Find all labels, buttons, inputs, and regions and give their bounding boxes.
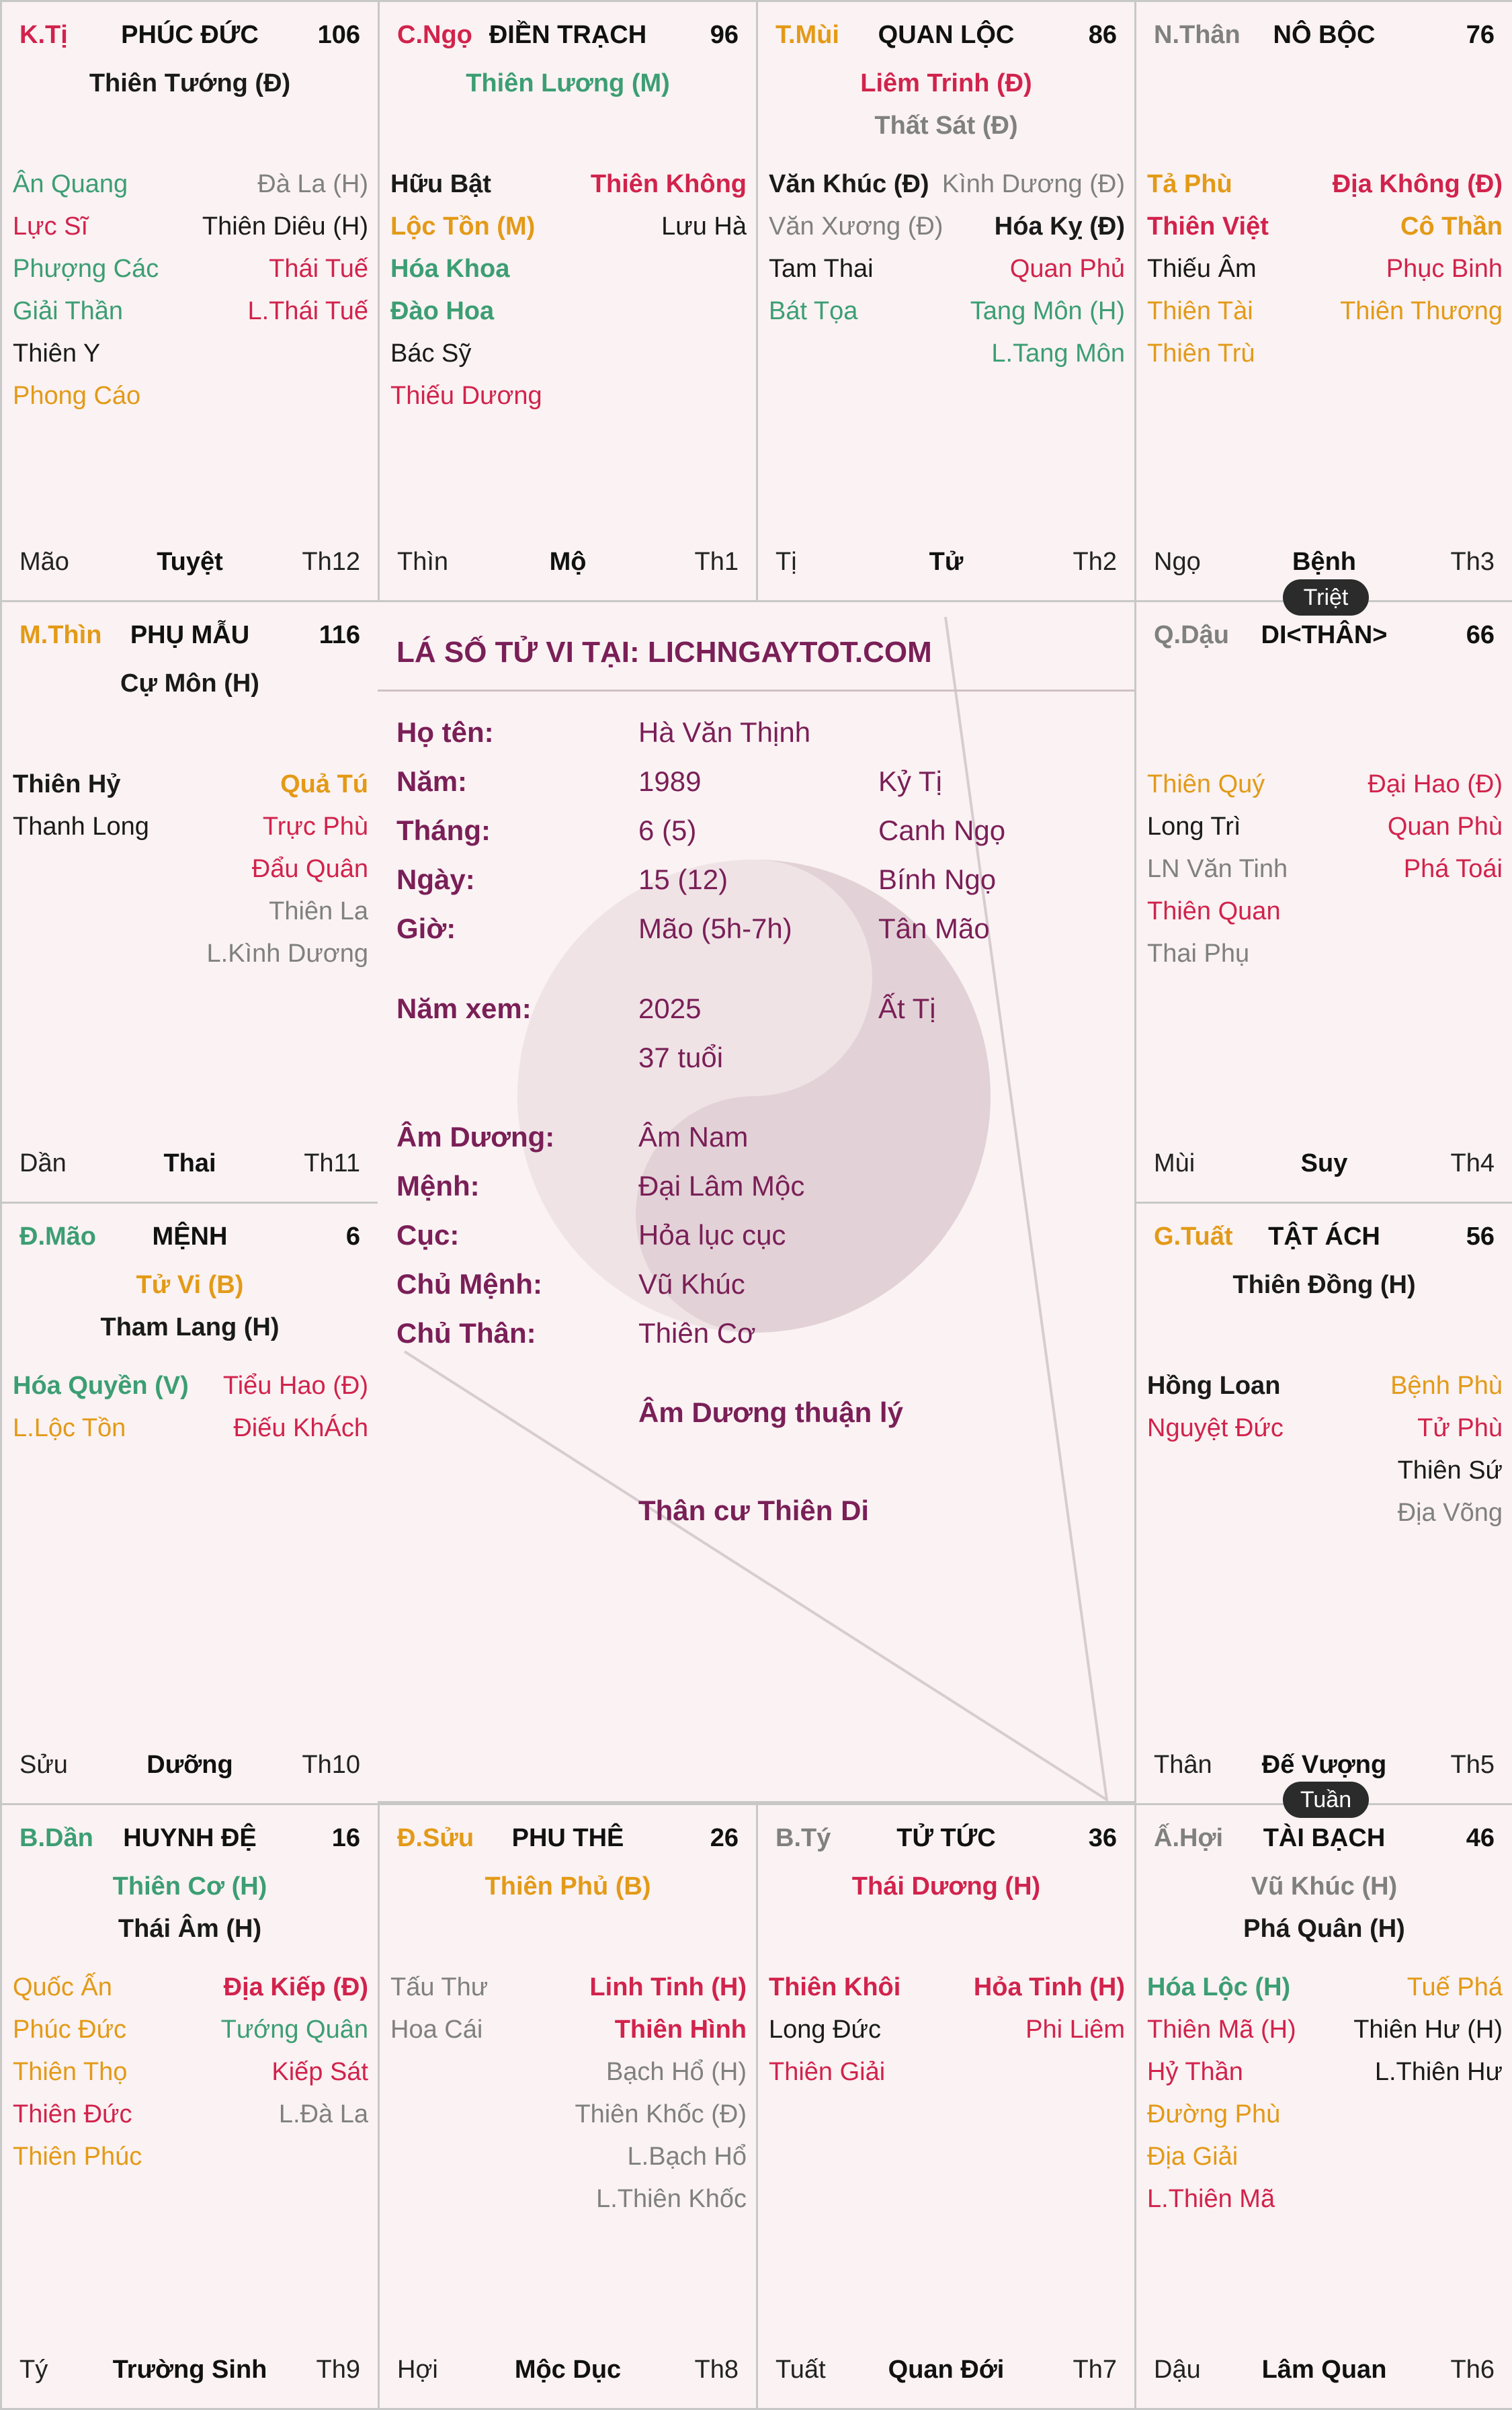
palace-name: QUAN LỘC (878, 21, 1015, 49)
palace-earthly-branch: Tuất (775, 2356, 826, 2384)
palace-number: Th1 (694, 548, 739, 576)
palace-branch: Ấ.Hợi (1154, 1824, 1224, 1852)
minor-stars-left (13, 763, 149, 848)
info-can-chi: Canh Ngọ (878, 815, 1006, 846)
title-divider (378, 690, 1134, 692)
major-stars (2, 663, 378, 705)
minor-star: Hóa Quyền (V) (13, 1372, 189, 1400)
palace-life-stage: Dưỡng (146, 1751, 233, 1779)
palace-di-thân-[interactable] (1134, 600, 1512, 1204)
palace-earthly-branch: Mão (19, 548, 69, 576)
palace-life-stage: Bệnh (1292, 548, 1356, 576)
minor-star: Tuế Phá (1406, 1973, 1503, 2001)
palace-footer (1136, 548, 1512, 581)
palace-name: PHỤ MẪU (130, 621, 250, 649)
palace-mệnh[interactable] (0, 1202, 380, 1805)
major-star: Cự Môn (H) (120, 669, 259, 698)
minor-star: Thiên Hình (614, 2016, 747, 2044)
palace-footer (1136, 2356, 1512, 2389)
palace-footer (380, 548, 756, 581)
palace-header (2, 1824, 378, 1858)
minor-star: Đà La (H) (257, 170, 368, 198)
minor-star: Thiếu Dương (390, 382, 542, 410)
minor-star: Địa Võng (1397, 1499, 1503, 1527)
palace-life-stage: Đế Vượng (1261, 1751, 1387, 1779)
palace-age: 76 (1466, 21, 1495, 49)
minor-star: L.Thiên Hư (1374, 2058, 1503, 2086)
palace-number: Th5 (1450, 1751, 1495, 1779)
minor-star: L.Lộc Tồn (13, 1414, 126, 1442)
info-value: 2025 (638, 993, 702, 1024)
minor-stars-left (13, 163, 159, 417)
minor-star: Thiên Thọ (13, 2058, 128, 2086)
major-stars (2, 1866, 378, 1950)
minor-star: Long Trì (1147, 813, 1241, 841)
minor-star: Ân Quang (13, 170, 128, 198)
minor-star: Quả Tú (280, 770, 368, 798)
info-label: Chủ Mệnh: (396, 1268, 542, 1300)
minor-star: Tướng Quân (220, 2016, 368, 2044)
minor-star: Thiên Khốc (Đ) (575, 2100, 747, 2128)
minor-star: Phong Cáo (13, 382, 141, 410)
info-value: Thiên Cơ (638, 1317, 756, 1349)
minor-star: Văn Xương (Đ) (769, 212, 943, 241)
info-note: Âm Dương thuận lý (638, 1397, 903, 1428)
minor-stars-right (207, 763, 369, 975)
info-value: Mão (5h-7h) (638, 913, 792, 944)
palace-name: TẬT ÁCH (1268, 1222, 1380, 1251)
minor-star: Thai Phụ (1147, 940, 1250, 968)
minor-stars-left (390, 163, 542, 417)
minor-star: Phi Liêm (1025, 2016, 1125, 2044)
palace-earthly-branch: Tý (19, 2356, 48, 2384)
palace-age: 46 (1466, 1824, 1495, 1852)
palace-age: 96 (710, 21, 739, 49)
minor-star: Đào Hoa (390, 297, 495, 325)
palace-footer (2, 1751, 378, 1784)
palace-header (380, 1824, 756, 1858)
minor-stars-right (974, 1966, 1125, 2051)
info-value: Đại Lâm Mộc (638, 1170, 805, 1202)
palace-life-stage: Mộ (549, 548, 587, 576)
minor-star: Đường Phù (1147, 2100, 1281, 2128)
palace-phúc-đức[interactable] (0, 0, 380, 602)
palace-huynh-đệ[interactable] (0, 1803, 380, 2410)
palace-name: TỬ TỨC (896, 1824, 996, 1852)
minor-star: Linh Tinh (H) (589, 1973, 747, 2001)
major-stars (1136, 1264, 1512, 1306)
palace-phụ-mẫu[interactable] (0, 600, 380, 1204)
major-star: Thiên Tướng (Đ) (89, 69, 291, 97)
minor-star: Long Đức (769, 2016, 881, 2044)
major-stars (380, 63, 756, 105)
palace-footer (758, 548, 1134, 581)
major-star: Thái Âm (H) (118, 1915, 262, 1943)
minor-star: Quốc Ấn (13, 1973, 112, 2001)
palace-header (380, 21, 756, 54)
minor-star: Phúc Đức (13, 2016, 127, 2044)
minor-star: Phá Toái (1403, 855, 1503, 883)
palace-number: Th6 (1450, 2356, 1495, 2384)
minor-star: Hỏa Tinh (H) (973, 1973, 1125, 2001)
minor-star: Thiên Quý (1147, 770, 1265, 798)
palace-number: Th11 (304, 1149, 360, 1177)
info-can-chi: Bính Ngọ (878, 864, 997, 895)
info-label: Chủ Thân: (396, 1317, 536, 1349)
palace-footer (758, 2356, 1134, 2389)
minor-star: Nguyệt Đức (1147, 1414, 1284, 1442)
minor-star: Thiếu Âm (1147, 255, 1257, 283)
palace-name: PHÚC ĐỨC (121, 21, 259, 49)
minor-star: Hóa Kỵ (Đ) (994, 212, 1125, 241)
info-label: Giờ: (396, 913, 456, 944)
minor-star: Đại Hao (Đ) (1368, 770, 1503, 798)
minor-star: LN Văn Tinh (1147, 855, 1288, 883)
minor-star: Thiên Trù (1147, 339, 1255, 368)
palace-number: Th4 (1450, 1149, 1495, 1177)
palace-earthly-branch: Sửu (19, 1751, 68, 1779)
minor-star: Thiên Mã (H) (1147, 2016, 1296, 2044)
minor-star: Phục Binh (1386, 255, 1503, 283)
palace-footer (380, 2356, 756, 2389)
minor-stars-right (221, 1966, 368, 2136)
minor-stars-left (1147, 1966, 1296, 2220)
minor-star: Thiên Y (13, 339, 101, 368)
minor-stars-right (575, 1966, 747, 2220)
palace-branch: B.Tý (775, 1824, 831, 1852)
minor-star: L.Thái Tuế (247, 297, 368, 325)
major-stars (1136, 1866, 1512, 1950)
palace-header (2, 621, 378, 655)
palace-điền-trạch[interactable] (378, 0, 758, 602)
minor-star: Thiên Đức (13, 2100, 132, 2128)
info-can-chi: Ất Tị (878, 993, 936, 1024)
minor-stars-right (1390, 1365, 1503, 1534)
minor-star: Hồng Loan (1147, 1372, 1281, 1400)
minor-stars-left (1147, 763, 1288, 975)
major-star: Tham Lang (H) (100, 1313, 280, 1341)
minor-star: Thiên Thương (1340, 297, 1503, 325)
palace-footer (1136, 1751, 1512, 1784)
minor-star: Kình Dương (Đ) (941, 170, 1125, 198)
minor-star: Cô Thần (1400, 212, 1503, 241)
minor-star: Lưu Hà (661, 212, 747, 241)
palace-header (2, 1222, 378, 1256)
palace-footer (2, 1149, 378, 1183)
major-star: Liêm Trinh (Đ) (860, 69, 1032, 97)
palace-number: Th8 (694, 2356, 739, 2384)
info-label: Tháng: (396, 815, 491, 846)
minor-star: Bạch Hổ (H) (605, 2058, 747, 2086)
minor-star: Tiểu Hao (Đ) (222, 1372, 368, 1400)
minor-star: Thái Tuế (269, 255, 368, 283)
palace-number: Th10 (302, 1751, 360, 1779)
minor-star: Hoa Cái (390, 2016, 483, 2044)
palace-branch: N.Thân (1154, 21, 1241, 49)
palace-name: NÔ BỘC (1273, 21, 1376, 49)
minor-star: Lộc Tồn (M) (390, 212, 536, 241)
minor-star: Thiên Khôi (769, 1973, 901, 2001)
palace-age: 116 (319, 621, 360, 649)
major-star: Phá Quân (H) (1243, 1915, 1405, 1943)
palace-number: Th9 (316, 2356, 360, 2384)
palace-branch: G.Tuất (1154, 1222, 1233, 1251)
palace-name: TÀI BẠCH (1263, 1824, 1386, 1852)
major-star: Thiên Cơ (H) (112, 1872, 267, 1901)
info-value: 6 (5) (638, 815, 697, 846)
palace-branch: Đ.Sửu (397, 1824, 474, 1852)
palace-earthly-branch: Tị (775, 548, 797, 576)
minor-star: Thiên Tài (1147, 297, 1253, 325)
minor-star: Hỷ Thần (1147, 2058, 1243, 2086)
tuan-badge: Tuần (1283, 1782, 1369, 1818)
minor-star: Văn Khúc (Đ) (769, 170, 929, 198)
minor-star: Thiên Giải (769, 2058, 886, 2086)
minor-star: Thiên Diêu (H) (202, 212, 368, 241)
info-note: Thân cư Thiên Di (638, 1495, 870, 1526)
info-value: Hỏa lục cục (638, 1219, 786, 1251)
minor-star: Giải Thần (13, 297, 124, 325)
minor-stars-right (942, 163, 1125, 375)
minor-star: Bát Tọa (769, 297, 858, 325)
minor-stars-right (223, 1365, 368, 1450)
palace-header (2, 21, 378, 54)
minor-star: Địa Giải (1147, 2143, 1238, 2171)
palace-life-stage: Thai (163, 1149, 216, 1177)
minor-star: Quan Phù (1387, 813, 1503, 841)
palace-life-stage: Tử (929, 548, 964, 576)
major-star: Thiên Phủ (B) (485, 1872, 651, 1901)
palace-earthly-branch: Hợi (397, 2356, 438, 2384)
palace-age: 16 (331, 1824, 360, 1852)
major-star: Thiên Lương (M) (466, 69, 670, 97)
minor-star: Tang Môn (H) (970, 297, 1125, 325)
yin-yang-watermark (378, 602, 1134, 1803)
palace-branch: Q.Dậu (1154, 621, 1229, 649)
palace-header (758, 1824, 1134, 1858)
minor-stars-right (1368, 763, 1503, 890)
minor-star: Bác Sỹ (390, 339, 472, 368)
minor-star: Tử Phù (1417, 1414, 1503, 1442)
minor-star: Kiếp Sát (271, 2058, 368, 2086)
palace-earthly-branch: Dậu (1154, 2356, 1201, 2384)
minor-star: Thiên Hư (H) (1353, 2016, 1503, 2044)
major-star: Thiên Đồng (H) (1232, 1271, 1416, 1299)
palace-life-stage: Quan Đới (888, 2356, 1005, 2384)
chart-info-center (378, 600, 1134, 1803)
palace-number: Th7 (1073, 2356, 1117, 2384)
palace-life-stage: Trường Sinh (112, 2356, 267, 2384)
palace-header (1136, 1222, 1512, 1256)
minor-star: Tam Thai (769, 255, 874, 283)
info-label: Năm: (396, 765, 468, 797)
major-star: Thất Sát (Đ) (874, 112, 1018, 140)
minor-star: Tả Phù (1147, 170, 1232, 198)
palace-tật-ách[interactable] (1134, 1202, 1512, 1805)
minor-star: Bệnh Phù (1390, 1372, 1503, 1400)
minor-star: L.Thiên Khốc (596, 2185, 747, 2213)
palace-branch: M.Thìn (19, 621, 102, 649)
minor-stars-left (1147, 163, 1269, 375)
info-value: 1989 (638, 765, 702, 797)
minor-star: Thiên Không (590, 170, 747, 198)
info-label: Năm xem: (396, 993, 532, 1024)
info-value: 37 tuổi (638, 1042, 724, 1073)
info-value: Hà Văn Thịnh (638, 716, 811, 748)
palace-earthly-branch: Thìn (397, 548, 449, 576)
palace-branch: K.Tị (19, 21, 68, 49)
minor-star: Trực Phù (262, 813, 368, 841)
minor-star: L.Kình Dương (206, 940, 368, 968)
minor-star: Quan Phủ (1009, 255, 1125, 283)
info-can-chi: Kỷ Tị (878, 765, 942, 797)
minor-star: Hữu Bật (390, 170, 491, 198)
minor-stars-left (769, 163, 943, 333)
major-stars (2, 1264, 378, 1349)
minor-stars-left (1147, 1365, 1284, 1450)
palace-earthly-branch: Mùi (1154, 1149, 1195, 1177)
info-can-chi: Tân Mão (878, 913, 990, 944)
info-label: Họ tên: (396, 716, 494, 748)
major-stars (758, 1866, 1134, 1908)
info-label: Ngày: (396, 864, 475, 895)
palace-footer (1136, 1149, 1512, 1183)
palace-tài-bạch[interactable] (1134, 1803, 1512, 2410)
palace-branch: B.Dần (19, 1824, 93, 1852)
palace-age: 36 (1088, 1824, 1117, 1852)
palace-age: 56 (1466, 1222, 1495, 1251)
palace-branch: Đ.Mão (19, 1222, 96, 1251)
palace-earthly-branch: Ngọ (1154, 548, 1201, 576)
minor-stars-left (769, 1966, 900, 2093)
minor-star: Đẩu Quân (251, 855, 368, 883)
palace-footer (2, 548, 378, 581)
palace-footer (2, 2356, 378, 2389)
palace-name: HUYNH ĐỆ (123, 1824, 257, 1852)
palace-life-stage: Suy (1300, 1149, 1348, 1177)
palace-age: 66 (1466, 621, 1495, 649)
minor-star: Địa Kiếp (Đ) (223, 1973, 368, 2001)
minor-star: Thiên Quan (1147, 897, 1281, 925)
palace-age: 6 (345, 1222, 360, 1251)
info-value: Âm Nam (638, 1121, 749, 1153)
palace-number: Th12 (302, 548, 360, 576)
minor-star: Thiên Phúc (13, 2143, 142, 2171)
palace-number: Th3 (1450, 548, 1495, 576)
minor-stars-right (1333, 163, 1503, 333)
palace-quan-lộc[interactable] (756, 0, 1136, 602)
major-star: Vũ Khúc (H) (1251, 1872, 1398, 1901)
major-stars (758, 63, 1134, 147)
palace-header (1136, 1824, 1512, 1858)
palace-nô-bộc[interactable] (1134, 0, 1512, 602)
info-value: 15 (12) (638, 864, 728, 895)
palace-branch: T.Mùi (775, 21, 839, 49)
minor-star: L.Bạch Hổ (627, 2143, 747, 2171)
palace-branch: C.Ngọ (397, 21, 472, 49)
palace-name: ĐIỀN TRẠCH (489, 21, 647, 49)
minor-stars-left (13, 1966, 142, 2178)
info-label: Âm Dương: (396, 1121, 555, 1153)
palace-header (758, 21, 1134, 54)
palace-life-stage: Mộc Dục (514, 2356, 622, 2384)
major-star: Thái Dương (H) (851, 1872, 1041, 1901)
palace-earthly-branch: Thân (1154, 1751, 1212, 1779)
minor-star: L.Thiên Mã (1147, 2185, 1275, 2213)
minor-star: Thiên Sứ (1397, 1456, 1503, 1485)
minor-star: Điếu KhÁch (233, 1414, 368, 1442)
palace-number: Th2 (1073, 548, 1117, 576)
minor-star: Hóa Lộc (H) (1147, 1973, 1291, 2001)
minor-stars-left (390, 1966, 488, 2051)
palace-name: PHU THÊ (511, 1824, 624, 1852)
major-stars (380, 1866, 756, 1908)
palace-name: MỆNH (152, 1222, 228, 1251)
palace-life-stage: Lâm Quan (1261, 2356, 1387, 2384)
minor-star: Địa Không (Đ) (1332, 170, 1503, 198)
minor-star: Thiên Việt (1147, 212, 1269, 241)
minor-stars-right (202, 163, 368, 333)
minor-star: Thiên Hỷ (13, 770, 121, 798)
minor-stars-left (13, 1365, 189, 1450)
minor-star: Thiên La (269, 897, 368, 925)
minor-star: Tấu Thư (390, 1973, 489, 2001)
palace-life-stage: Tuyệt (157, 548, 223, 576)
palace-earthly-branch: Dần (19, 1149, 67, 1177)
triet-badge: Triệt (1283, 579, 1369, 616)
chart-title: LÁ SỐ TỬ VI TẠI: LICHNGAYTOT.COM (396, 636, 932, 669)
major-star: Tử Vi (B) (136, 1271, 244, 1299)
info-value: Vũ Khúc (638, 1268, 745, 1300)
palace-age: 26 (710, 1824, 739, 1852)
palace-tử-tức[interactable] (756, 1803, 1136, 2410)
minor-star: Lực Sĩ (13, 212, 89, 241)
minor-stars-right (1353, 1966, 1503, 2093)
palace-age: 86 (1088, 21, 1117, 49)
minor-star: L.Đà La (278, 2100, 368, 2128)
major-stars (2, 63, 378, 105)
info-label: Cục: (396, 1219, 460, 1251)
minor-star: Hóa Khoa (390, 255, 510, 283)
palace-header (1136, 621, 1512, 655)
info-label: Mệnh: (396, 1170, 480, 1202)
palace-phu-thê[interactable] (378, 1803, 758, 2410)
minor-star: L.Tang Môn (991, 339, 1125, 368)
palace-age: 106 (317, 21, 360, 49)
minor-stars-right (591, 163, 747, 248)
minor-star: Phượng Các (13, 255, 159, 283)
palace-name: DI<THÂN> (1261, 621, 1388, 649)
palace-header (1136, 21, 1512, 54)
minor-star: Thanh Long (13, 813, 149, 841)
